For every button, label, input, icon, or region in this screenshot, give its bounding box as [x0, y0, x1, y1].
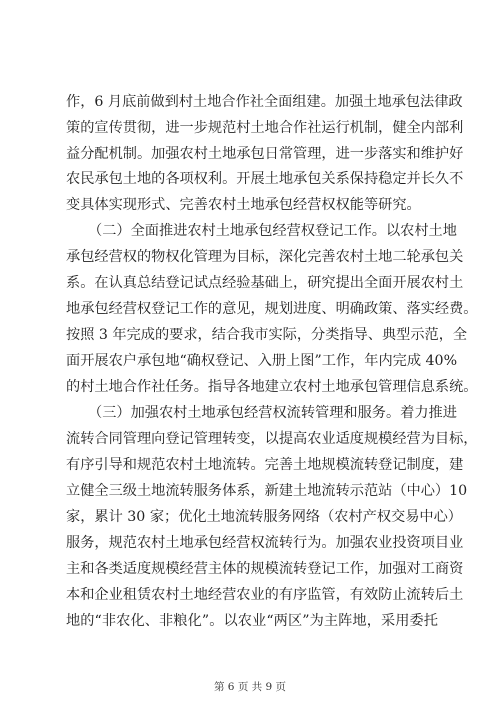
body-text-line: 作，6 月底前做到村土地合作社全面组建。加强土地承包法律政 — [66, 94, 463, 110]
body-text-line: 家，累计 30 家；优化土地流转服务网络（农村产权交易中心） — [66, 509, 462, 525]
body-text-line: 的村土地合作社任务。指导各地建立农村土地承包管理信息系统。 — [66, 379, 478, 395]
body-text-line: 流转合同管理向登记管理转变，以提高农业适度规模经营为目标， — [66, 431, 478, 447]
body-text-line: 本和企业租赁农村土地经营农业的有序监管，有效防止流转后土 — [66, 587, 464, 603]
body-text-line: 益分配机制。加强农村土地承包日常管理，进一步落实和维护好 — [66, 146, 464, 162]
paragraph-heading-line: （二）全面推进农村土地承包经营权登记工作。以农村土地 — [88, 223, 457, 239]
body-text-line: 有序引导和规范农村土地流转。完善土地规模流转登记制度，建 — [66, 457, 464, 473]
body-text-line: 按照 3 年完成的要求，结合我市实际，分类指导、典型示范，全 — [66, 327, 468, 343]
body-text-line: 服务，规范农村土地承包经营权流转行为。加强农业投资项目业 — [66, 535, 464, 551]
body-text-line: 面开展农户承包地“确权登记、入册上图”工作，年内完成 40% — [66, 353, 458, 369]
body-text-line: 地的“非农化、非粮化”。以农业“两区”为主阵地，采用委托 — [66, 613, 438, 629]
page-number-footer: 第 6 页 共 9 页 — [213, 681, 287, 693]
body-text-line: 系。在认真总结登记试点经验基础上，研究提出全面开展农村土 — [66, 275, 464, 291]
body-text-line: 策的宣传贯彻，进一步规范村土地合作社运行机制，健全内部利 — [66, 120, 464, 136]
body-text-line: 承包经营权的物权化管理为目标，深化完善农村土地二轮承包关 — [66, 249, 464, 265]
body-text-line: 主和各类适度规模经营主体的规模流转登记工作，加强对工商资 — [66, 561, 464, 577]
paragraph-heading-line: （三）加强农村土地承包经营权流转管理和服务。着力推进 — [88, 405, 457, 421]
body-text-line: 地承包经营权登记工作的意见，规划进度、明确政策、落实经费。 — [66, 301, 478, 317]
body-text-line: 立健全三级土地流转服务体系，新建土地流转示范站（中心）10 — [66, 483, 468, 499]
body-text-line: 农民承包土地的各项权利。开展土地承包关系保持稳定并长久不 — [66, 171, 464, 187]
body-text-line: 变具体实现形式、完善农村土地承包经营权权能等研究。 — [66, 197, 421, 213]
